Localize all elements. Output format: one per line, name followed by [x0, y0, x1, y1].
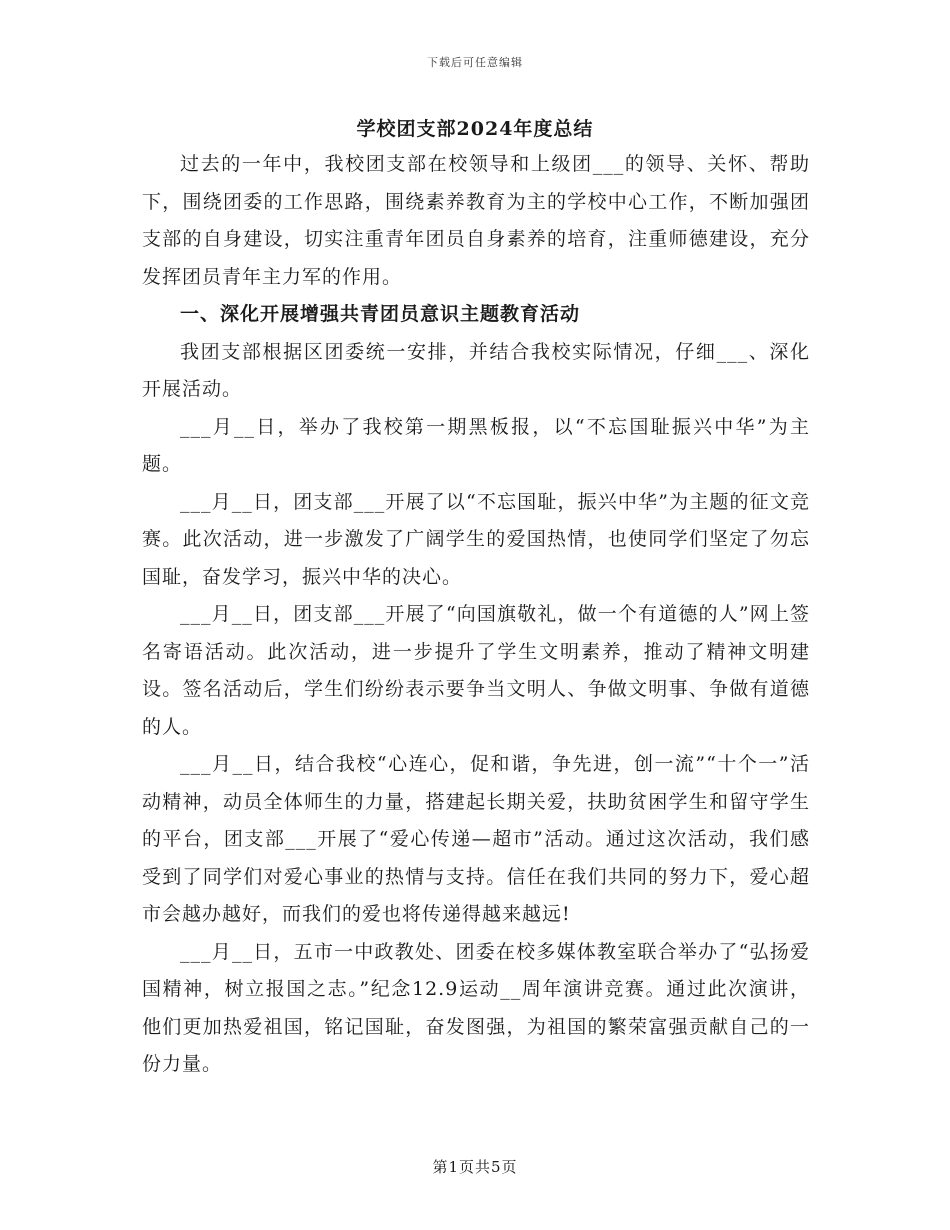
section-heading: 一、深化开展增强共青团员意识主题教育活动 — [180, 303, 581, 325]
header-note: 下载后可任意编辑 — [427, 56, 523, 69]
body-paragraph: 我团支部根据区团委统一安排，并结合我校实际情况，仔细___、深化开展活动。 — [142, 340, 810, 400]
body-paragraph: ___月__日，团支部___开展了“向国旗敬礼，做一个有道德的人”网上签名寄语活动。此次活动，进一步提升了学生文明素养，推动了精神文明建设。签名活动后，学生们纷纷表示要争当文明人、争做文明事、争做有道德的人。 — [142, 603, 810, 738]
document-title: 学校团支部2024年度总结 — [356, 118, 594, 140]
page-number: 第1页共5页 — [432, 1158, 518, 1176]
body-paragraph: ___月__日，举办了我校第一期黑板报，以“不忘国耻振兴中华”为主题。 — [142, 415, 810, 475]
intro-paragraph: 过去的一年中，我校团支部在校领导和上级团___的领导、关怀、帮助下，围绕团委的工作思路，围绕素养教育为主的学校中心工作，不断加强团支部的自身建设，切实注重青年团员自身素养的培育，注重师德建设，充分发挥团员青年主力军的作用。 — [142, 153, 810, 288]
body-paragraph: ___月__日，结合我校“心连心，促和谐，争先进，创一流”“十个一”活动精神，动员全体师生的力量，搭建起长期关爱，扶助贫困学生和留守学生的平台，团支部___开展了“爱心传递—超市”活动。通过这次活动，我们感受到了同学们对爱心事业的热情与支持。信任在我们共同的努力下，爱心超市会越办越好，而我们的爱也将传递得越来越远! — [142, 753, 810, 925]
body-paragraph: ___月__日，团支部___开展了以“不忘国耻，振兴中华”为主题的征文竞赛。此次活动，进一步激发了广阔学生的爱国热情，也使同学们坚定了勿忘国耻，奋发学习，振兴中华的决心。 — [142, 490, 810, 588]
body-paragraph: ___月__日，五市一中政教处、团委在校多媒体教室联合举办了“弘扬爱国精神，树立报国之志。”纪念12.9运动__周年演讲竞赛。通过此次演讲，他们更加热爱祖国，铭记国耻，奋发图强，为祖国的繁荣富强贡献自己的一份力量。 — [142, 940, 810, 1075]
document-body — [142, 146, 810, 1084]
